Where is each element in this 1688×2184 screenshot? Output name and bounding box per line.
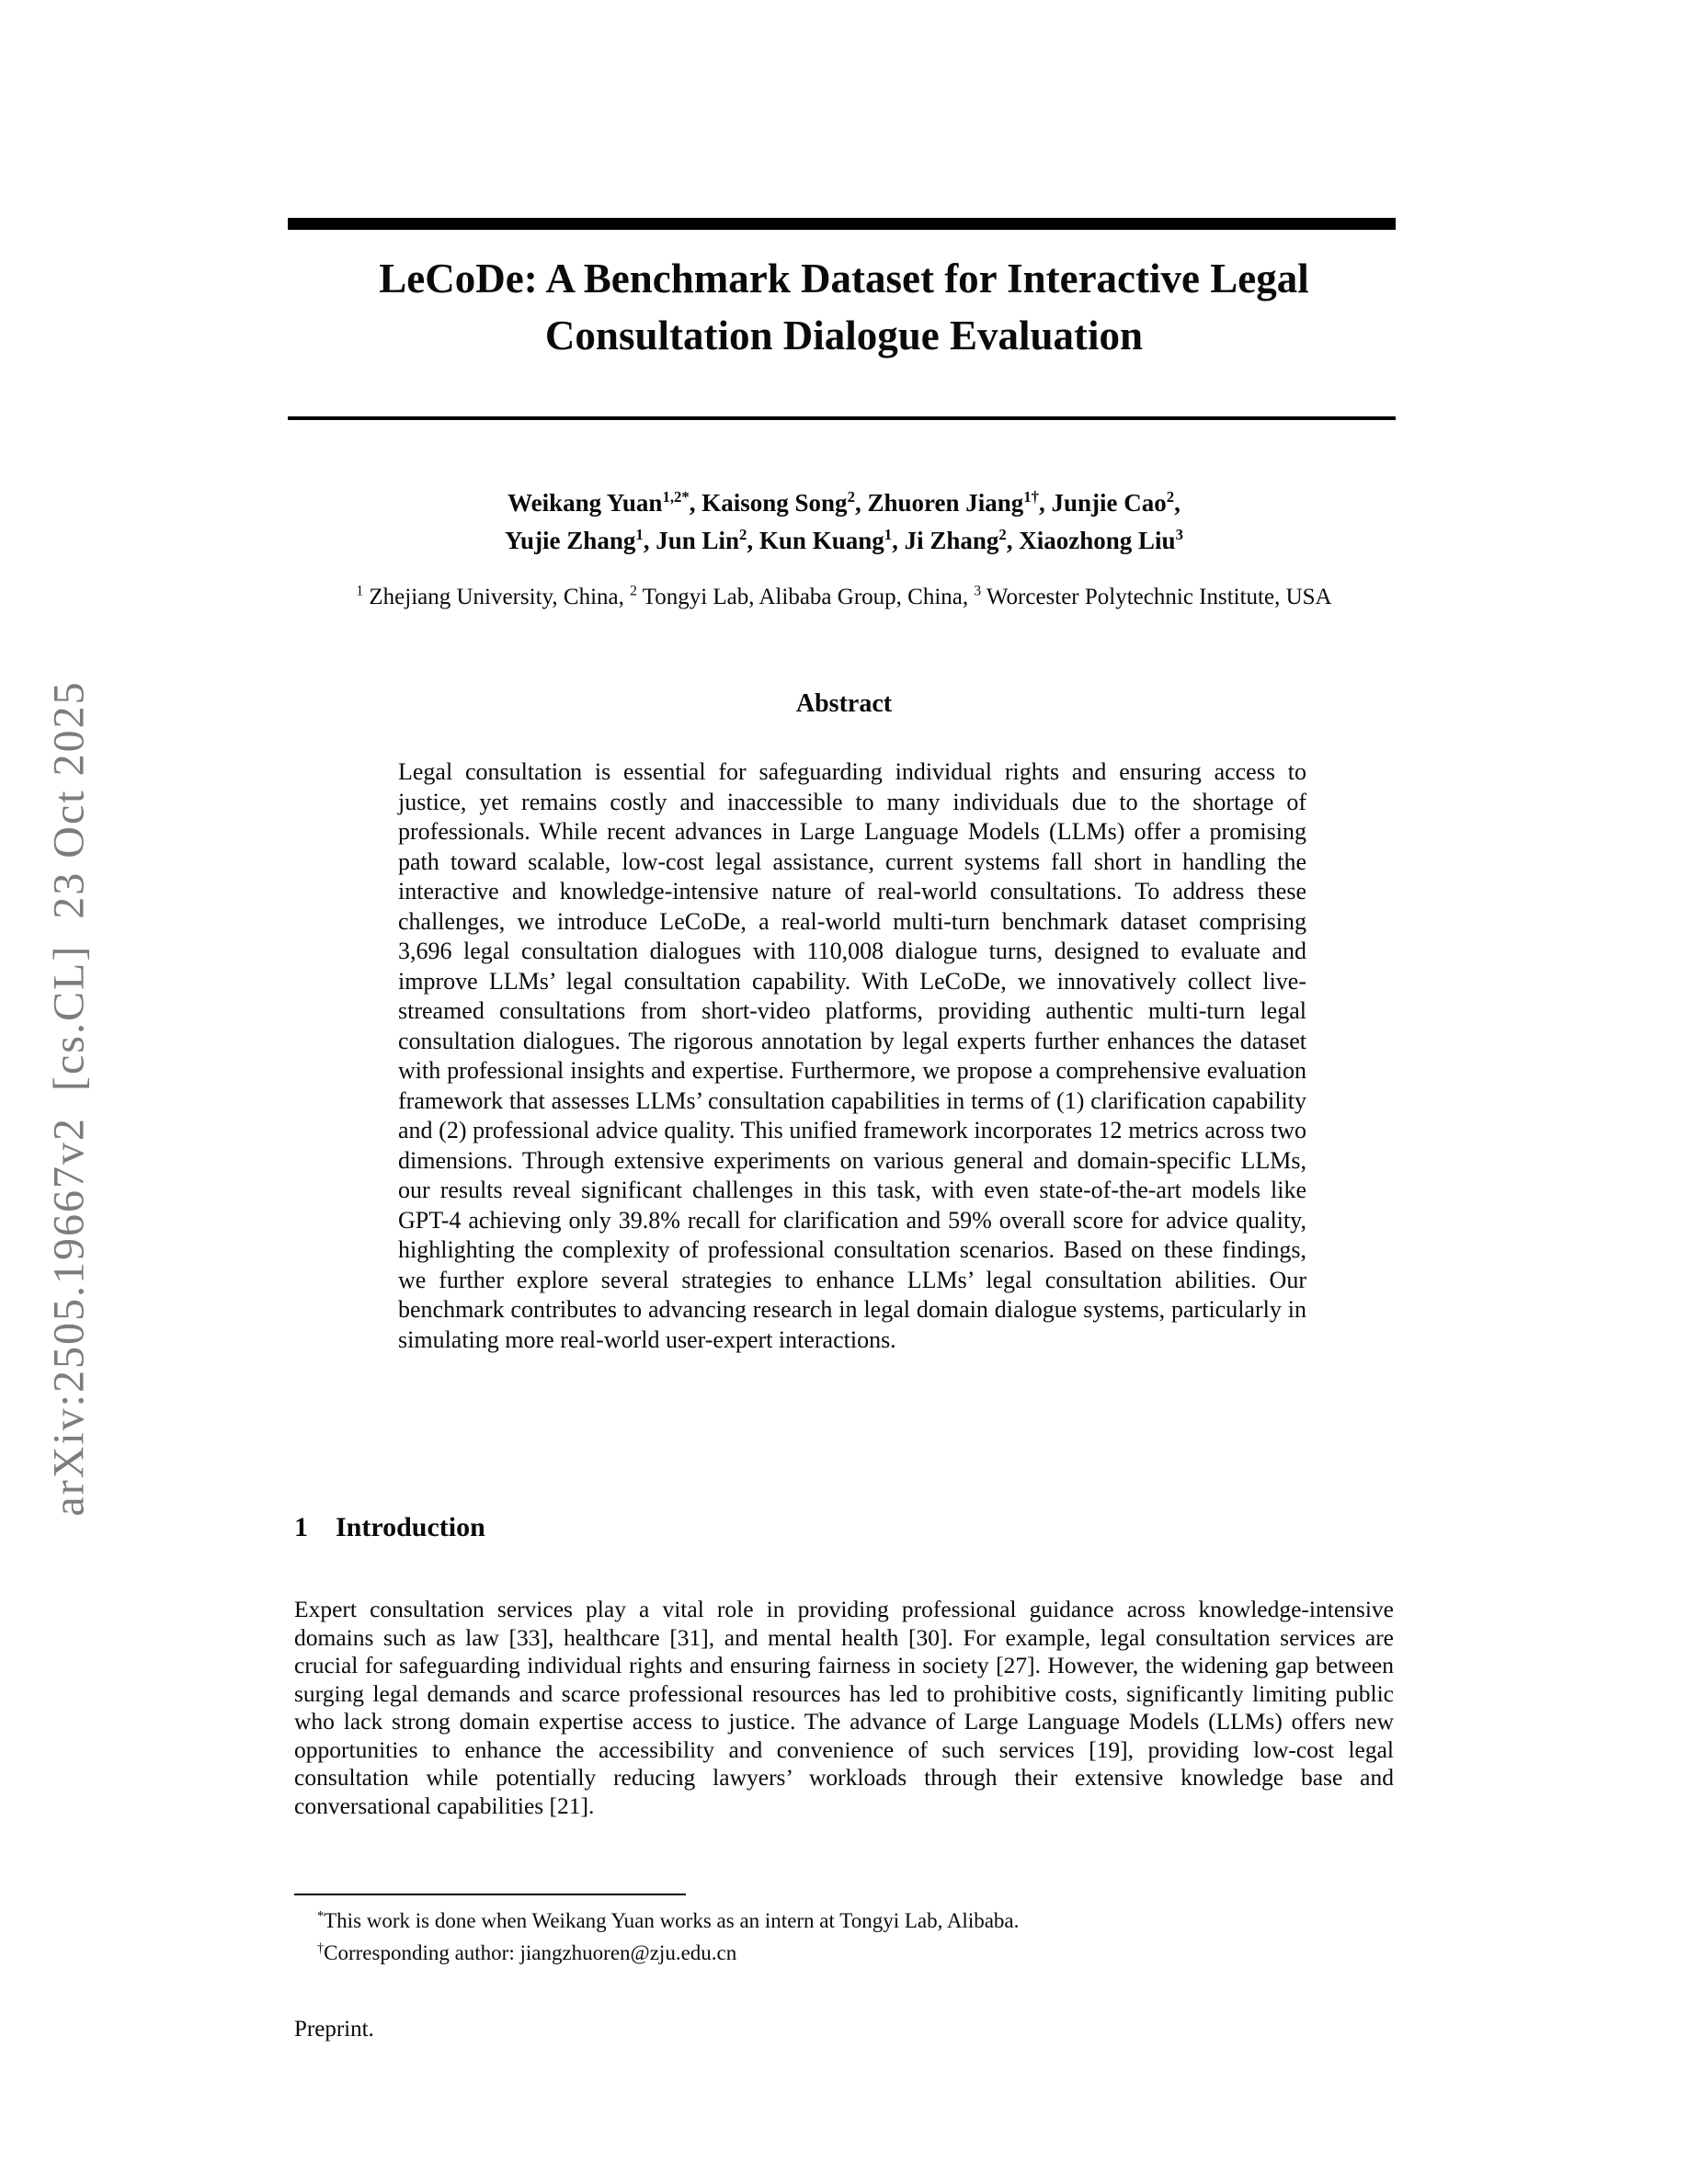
affiliation-text: Worcester Polytechnic Institute, USA: [981, 585, 1332, 609]
arxiv-watermark: arXiv:2505.19667v2 [cs.CL] 23 Oct 2025: [44, 680, 94, 1517]
author-separator: ,: [1174, 489, 1180, 517]
author-affiliation-mark: 2: [739, 526, 747, 543]
footnote-text: Corresponding author: jiangzhuoren@zju.edu.cn: [324, 1941, 737, 1964]
section-title: Introduction: [336, 1512, 485, 1542]
paper-title: LeCoDe: A Benchmark Dataset for Interactive Legal Consultation Dialogue Evaluation: [379, 256, 1309, 358]
affiliation-text: Zhejiang University, China,: [363, 585, 631, 609]
abstract-heading: Abstract: [795, 689, 893, 718]
author-line-2: [292, 522, 1396, 560]
introduction-paragraph: Expert consultation services play a vital role in providing professional guidance across knowledge-intensive domains such as law [33], healthcare [31], and mental health [30]. For example, legal consultation services are crucial for safeguarding individual rights and ensuring fairness in society [27]. However, the widening gap between surging legal demands and scarce professional resources has led to prohibitive costs, significantly limiting public who lack strong domain expertise access to justice. The advance of Large Language Models (LLMs) offers new opportunities to enhance the accessibility and convenience of such services [19], providing low-cost legal consultation while potentially reducing lawyers’ workloads through their extensive knowledge base and conversational capabilities [21].: [294, 1596, 1394, 1819]
author-separator: ,: [854, 489, 868, 517]
author-affiliation-mark: 1: [884, 526, 893, 543]
author-name: Zhuoren Jiang: [867, 489, 1024, 517]
footnotes-block: [294, 1905, 1394, 1969]
author-name: Weikang Yuan: [508, 489, 663, 517]
author-name: Junjie Cao: [1051, 489, 1167, 517]
footnote-corresponding-author: [294, 1937, 1394, 1969]
author-affiliation-mark: 2: [998, 526, 1007, 543]
author-affiliation-mark: 1,2*: [662, 488, 690, 506]
author-separator: ,: [1038, 489, 1052, 517]
abstract-text: Legal consultation is essential for safeguarding individual rights and ensuring access to justice, yet remains costly and inaccessible to many individuals due to the shortage of professionals. While recent advances in Large Language Models (LLMs) offer a promising path toward scalable, low-cost legal assistance, current systems fall short in handling the interactive and knowledge-intensive nature of real-world consultations. To address these challenges, we introduce LeCoDe, a real-world multi-turn benchmark dataset comprising 3,696 legal consultation dialogues with 110,008 dialogue turns, designed to evaluate and improve LLMs’ legal consultation capability. With LeCoDe, we innovatively collect live-streamed consultations from short-video platforms, providing authentic multi-turn legal consultation dialogues. The rigorous annotation by legal experts further enhances the dataset with professional insights and expertise. Furthermore, we propose a comprehensive evaluation framework that assesses LLMs’ consultation capabilities in terms of (1) clarification capability and (2) professional advice quality. This unified framework incorporates 12 metrics across two dimensions. Through extensive experiments on various general and domain-specific LLMs, our results reveal significant challenges in this task, with even state-of-the-art models like GPT-4 achieving only 39.8% recall for clarification and 59% overall score for advice quality, highlighting the complexity of professional consultation scenarios. Based on these findings, we further explore several strategies to enhance LLMs’ legal consultation abilities. Our benchmark contributes to advancing research in legal domain dialogue systems, particularly in simulating more real-world user-expert interactions.: [398, 758, 1306, 1353]
title-rule: [288, 416, 1396, 420]
author-separator: ,: [689, 489, 702, 517]
author-separator: ,: [747, 527, 759, 554]
author-block: [292, 484, 1396, 560]
author-separator: ,: [643, 527, 656, 554]
affiliation-number: 3: [974, 583, 982, 599]
footnote-rule: [294, 1894, 686, 1895]
affiliations-line: [0, 585, 1688, 610]
author-name: Kaisong Song: [701, 489, 848, 517]
author-separator: ,: [892, 527, 905, 554]
author-name: Kun Kuang: [758, 527, 884, 554]
author-line-1: [292, 484, 1396, 522]
author-name: Yujie Zhang: [505, 527, 636, 554]
top-rule: [288, 218, 1396, 230]
affiliation-text: Tongyi Lab, Alibaba Group, China,: [636, 585, 975, 609]
author-name: Xiaozhong Liu: [1019, 527, 1176, 554]
affiliation-number: 2: [630, 583, 637, 599]
author-affiliation-mark: 1†: [1023, 488, 1039, 506]
author-affiliation-mark: 2: [1166, 488, 1175, 506]
affiliation-number: 1: [356, 583, 364, 599]
footnote-intern-note: [294, 1905, 1394, 1937]
author-name: Ji Zhang: [904, 527, 999, 554]
author-affiliation-mark: 1: [635, 526, 644, 543]
author-name: Jun Lin: [656, 527, 740, 554]
author-affiliation-mark: 2: [847, 488, 855, 506]
preprint-label: Preprint.: [294, 2017, 374, 2042]
author-affiliation-mark: 3: [1175, 526, 1183, 543]
section-heading-introduction: [294, 1512, 1394, 1543]
footnote-marker: *: [317, 1908, 325, 1924]
author-separator: ,: [1006, 527, 1020, 554]
footnote-marker: †: [317, 1940, 325, 1956]
section-number: 1: [294, 1512, 308, 1542]
footnote-text: This work is done when Weikang Yuan works as an intern at Tongyi Lab, Alibaba.: [324, 1909, 1020, 1932]
